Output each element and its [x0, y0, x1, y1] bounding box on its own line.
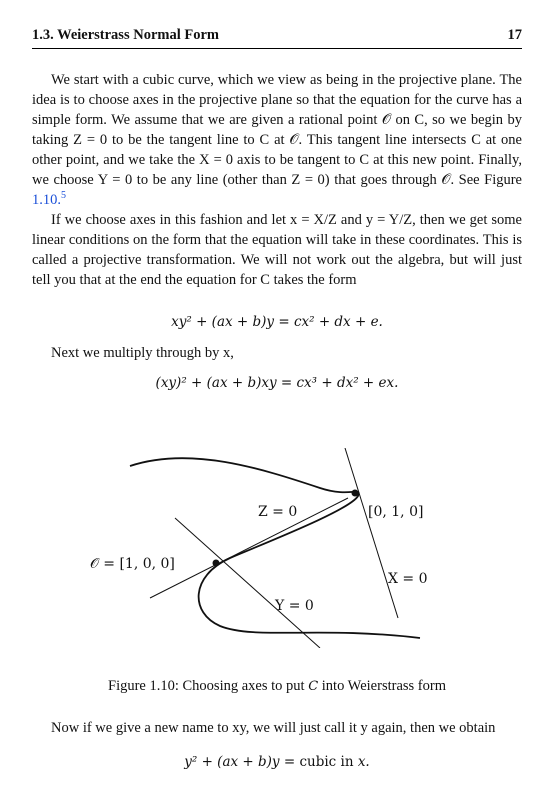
- paragraph-1-text: We start with a cubic curve, which we view as being in the projective plane. The idea is to choose axes in the projective plane so that the equation for the curve has a simple form. We assume that we are given a rational point 𝒪 on C, so we begin by taking Z = 0 to be the tangent line to C at 𝒪. This tangent line intersects C at one other point, and we take the X = 0 axis to be tangent to C at this new point. Finally, we choose Y = 0 to be any line (other than Z = 0) that goes through 𝒪. See Figure: [32, 72, 522, 188]
- line-y-axis: [175, 518, 320, 648]
- equation-1: xy² + (ax + b)y = cx² + dx + e.: [171, 314, 383, 330]
- line-x-axis: [345, 448, 398, 618]
- caption-suffix: into Weierstrass form: [318, 678, 446, 694]
- point-origin: [213, 560, 220, 567]
- label-point-second: [0, 1, 0]: [368, 504, 424, 520]
- running-header: [32, 24, 522, 49]
- equation-2: (xy)² + (ax + b)xy = cx³ + dx² + ex.: [155, 375, 399, 391]
- figure-reference-link[interactable]: 1.10.: [32, 192, 61, 208]
- page-number: 17: [507, 27, 522, 43]
- section-title: 1.3. Weierstrass Normal Form: [32, 27, 219, 43]
- caption-variable: C: [308, 679, 319, 694]
- figure-caption: [32, 678, 522, 695]
- figure-weierstrass-axes: [90, 448, 460, 648]
- label-x-axis: X = 0: [388, 571, 428, 587]
- paragraph-2: If we choose axes in this fashion and let x = X/Z and y = Y/Z, then we get some linear conditions on the form that the equation will take in these coordinates. This is called a projective transformation. We will not work out the algebra, but will just tell you that at the end the equation for C takes the form: [32, 212, 522, 288]
- equation-3-left: y² + (ax + b)y =: [184, 754, 300, 770]
- label-y-axis: Y = 0: [275, 598, 314, 614]
- label-z-axis: Z = 0: [258, 504, 298, 520]
- equation-3-text: cubic in: [299, 754, 354, 770]
- equation-3-right: x.: [353, 754, 370, 770]
- footnote-marker[interactable]: 5: [61, 190, 66, 202]
- line-z-axis: [150, 498, 348, 598]
- paragraph-3: Next we multiply through by x,: [51, 345, 234, 361]
- label-origin: 𝒪 = [1, 0, 0]: [90, 556, 175, 572]
- point-second: [352, 490, 359, 497]
- figure-diagram: [90, 448, 460, 648]
- paragraph-4: Now if we give a new name to xy, we will just call it y again, then we obtain: [51, 720, 496, 736]
- equation-3: [32, 752, 522, 772]
- paragraph-1: [32, 70, 522, 210]
- caption-prefix: Figure 1.10: Choosing axes to put: [108, 678, 309, 694]
